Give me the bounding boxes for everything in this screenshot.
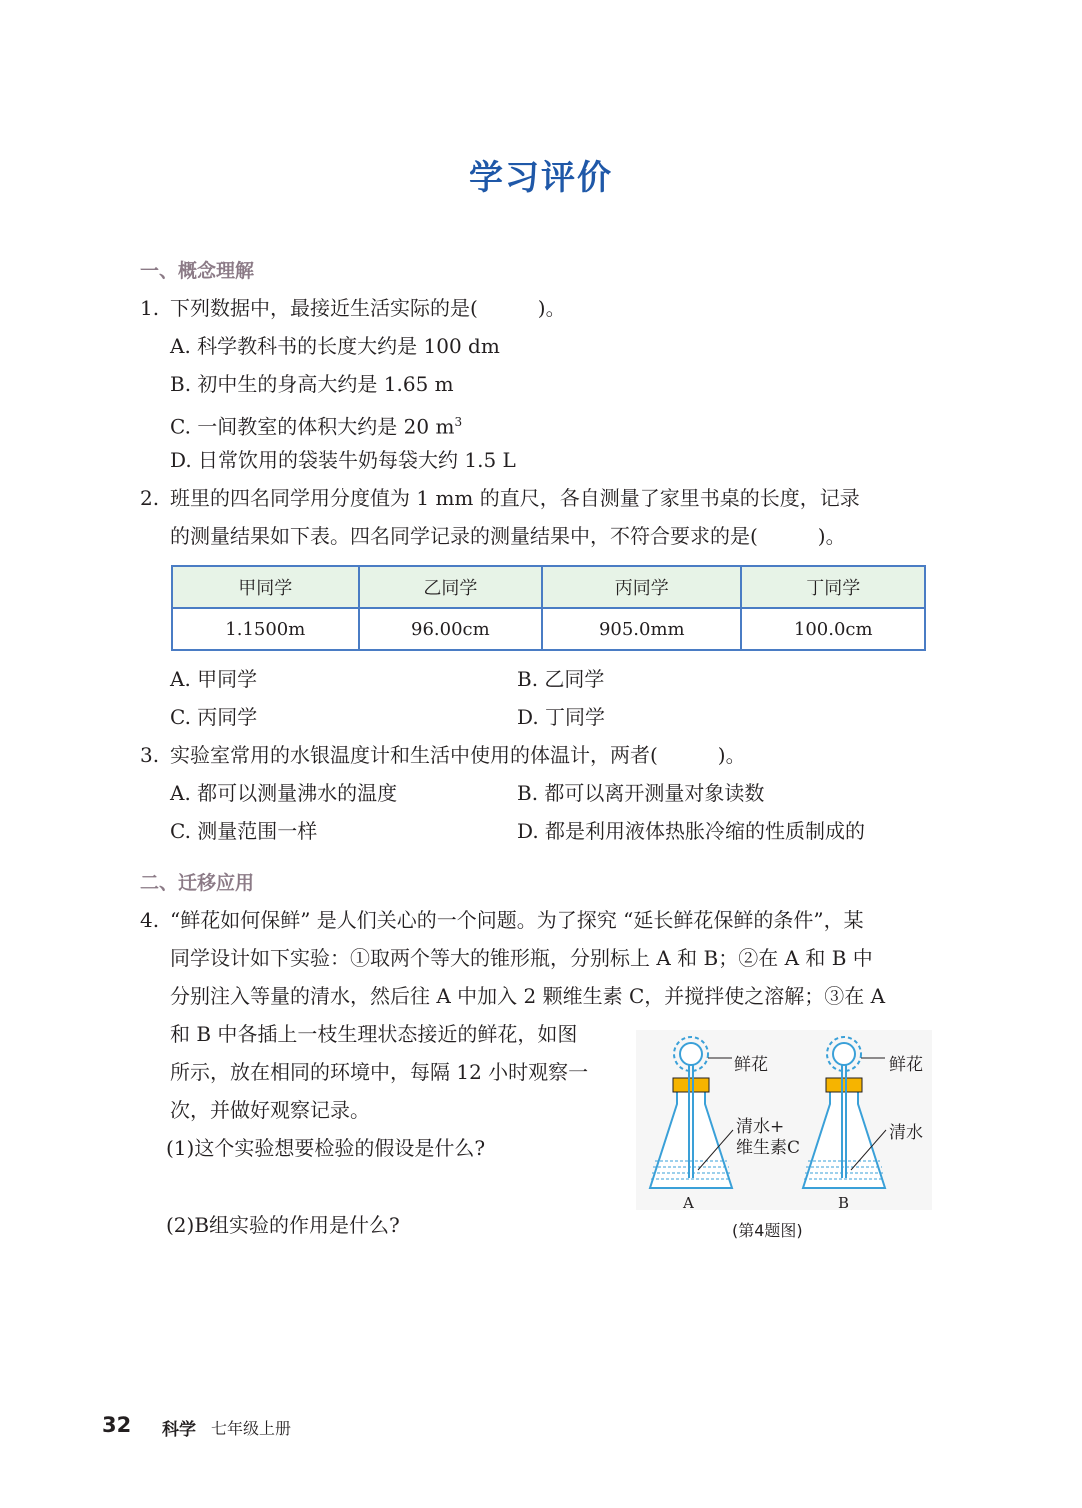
question-3: [140, 741, 746, 769]
q1-option-d: D. 日常饮用的袋装牛奶每袋大约 1.5 L: [170, 448, 516, 472]
table-row: [172, 608, 925, 650]
question-stem-line-2: 的测量结果如下表。四名同学记录的测量结果中，不符合要求的是( )。: [170, 524, 846, 548]
figure-caption: (第4题图): [732, 1221, 803, 1240]
q2-option-b: B. 乙同学: [517, 667, 605, 691]
table-header-cell: 甲同学: [172, 566, 359, 608]
question-stem-line-4: 和 B 中各插上一枝生理状态接近的鲜花，如图: [170, 1022, 578, 1046]
superscript: 3: [454, 415, 463, 429]
table-cell: 96.00cm: [359, 608, 542, 650]
label-flask-a: A: [683, 1194, 694, 1212]
table-cell: 1.1500m: [172, 608, 359, 650]
question-4: [140, 906, 864, 934]
table-header-cell: 丙同学: [542, 566, 741, 608]
table-header-row: [172, 566, 925, 608]
q1-option-b: B. 初中生的身高大约是 1.65 m: [170, 372, 454, 396]
question-stem-line-5: 所示，放在相同的环境中，每隔 12 小时观察一: [170, 1060, 589, 1084]
question-number: 4.: [140, 908, 160, 932]
q3-option-b: B. 都可以离开测量对象读数: [517, 781, 765, 805]
q1-option-c: [170, 408, 462, 441]
section-heading-application: 二、迁移应用: [140, 872, 255, 894]
question-number: 2.: [140, 486, 160, 510]
question-stem: 实验室常用的水银温度计和生活中使用的体温计，两者( )。: [170, 743, 746, 767]
label-liquid-a-line2: 维生素C: [736, 1138, 801, 1158]
question-stem-line-1: “鲜花如何保鲜” 是人们关心的一个问题。为了探究 “延长鲜花保鲜的条件”，某: [170, 908, 864, 932]
section-heading-concept: 一、概念理解: [140, 260, 255, 282]
question-number: 3.: [140, 743, 160, 767]
q2-option-c: C. 丙同学: [170, 705, 258, 729]
q1-option-a: A. 科学教科书的长度大约是 100 dm: [170, 334, 500, 358]
q2-option-d: D. 丁同学: [517, 705, 606, 729]
table-header-cell: 乙同学: [359, 566, 542, 608]
question-stem: 下列数据中，最接近生活实际的是( )。: [170, 296, 566, 320]
table-cell: 905.0mm: [542, 608, 741, 650]
q1-option-c-text: C. 一间教室的体积大约是 20 m: [170, 414, 455, 439]
page-number: 32: [102, 1413, 132, 1437]
question-stem-line-2: 同学设计如下实验：①取两个等大的锥形瓶，分别标上 A 和 B；②在 A 和 B 中: [170, 946, 873, 970]
question-stem-line-1: 班里的四名同学用分度值为 1 mm 的直尺，各自测量了家里书桌的长度，记录: [170, 486, 860, 510]
question-2: [140, 484, 860, 512]
table-header-cell: 丁同学: [741, 566, 925, 608]
label-flower-b: 鲜花: [889, 1055, 923, 1075]
question-number: 1.: [140, 296, 160, 320]
footer-subject: 科学: [162, 1420, 196, 1440]
page-title: 学习评价: [469, 158, 613, 198]
measurement-table: [171, 565, 926, 651]
table-cell: 100.0cm: [741, 608, 925, 650]
q3-option-a: A. 都可以测量沸水的温度: [170, 781, 398, 805]
question-stem-line-3: 分别注入等量的清水，然后往 A 中加入 2 颗维生素 C，并搅拌使之溶解；③在 A: [170, 984, 886, 1008]
label-flask-b: B: [838, 1194, 850, 1212]
label-liquid-b: 清水: [889, 1123, 923, 1143]
sub-question-2: (2)B组实验的作用是什么?: [166, 1213, 400, 1237]
experiment-figure: [636, 1030, 932, 1245]
q3-option-d: D. 都是利用液体热胀冷缩的性质制成的: [517, 819, 866, 843]
q2-option-a: A. 甲同学: [170, 667, 258, 691]
q3-option-c: C. 测量范围一样: [170, 819, 318, 843]
question-1: [140, 294, 566, 322]
footer-grade: 七年级上册: [211, 1419, 292, 1438]
label-liquid-a-line1: 清水+: [736, 1117, 785, 1137]
question-stem-line-6: 次，并做好观察记录。: [170, 1098, 370, 1122]
sub-question-1: (1)这个实验想要检验的假设是什么?: [166, 1136, 486, 1160]
label-flower-a: 鲜花: [734, 1055, 768, 1075]
